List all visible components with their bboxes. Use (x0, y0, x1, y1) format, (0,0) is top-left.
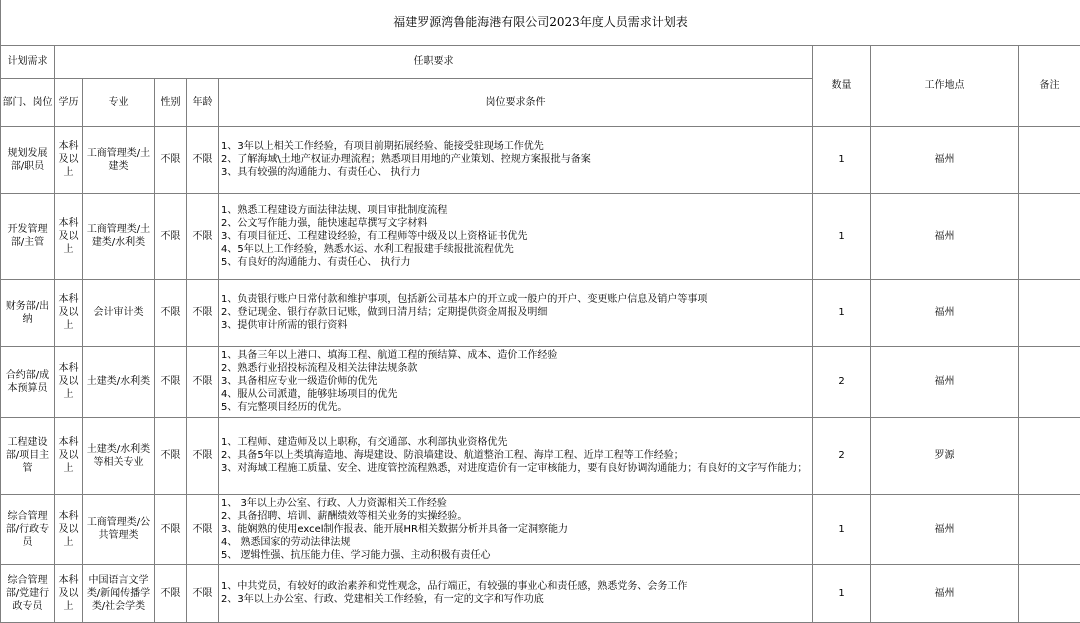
table-row (1, 279, 1080, 346)
cell-conditions (219, 417, 813, 494)
cell-major: 工商管理类/公共管理类 (83, 494, 155, 564)
table-row (1, 346, 1080, 417)
table-row (1, 417, 1080, 494)
cell-education: 本科及以上 (55, 279, 83, 346)
condition-line: 2、熟悉行业招投标流程及相关法律法规条款 (221, 362, 812, 375)
cell-age: 不限 (187, 494, 219, 564)
cell-age: 不限 (187, 279, 219, 346)
condition-line: 1、3年以上相关工作经验，有项目前期拓展经验、能接受驻现场工作优先 (221, 140, 812, 153)
cell-quantity: 2 (813, 417, 871, 494)
cell-education: 本科及以上 (55, 193, 83, 279)
cell-location: 福州 (871, 346, 1019, 417)
page-title: 福建罗源湾鲁能海港有限公司2023年度人员需求计划表 (1, 0, 1080, 45)
header-plan-need: 计划需求 (1, 45, 55, 78)
header-location: 工作地点 (871, 45, 1019, 126)
condition-line: 3、具有较强的沟通能力、有责任心、 执行力 (221, 166, 812, 179)
condition-line: 5、有良好的沟通能力、有责任心、 执行力 (221, 256, 812, 269)
cell-major: 会计审计类 (83, 279, 155, 346)
cell-education: 本科及以上 (55, 346, 83, 417)
cell-dept: 综合管理部/行政专员 (1, 494, 55, 564)
header-remarks: 备注 (1019, 45, 1080, 126)
condition-line: 1、负责银行账户日常付款和维护事项，包括新公司基本户的开立或一般户的开户、变更账户信息及销户等事项 (221, 293, 812, 306)
cell-location: 福州 (871, 564, 1019, 622)
cell-location: 福州 (871, 193, 1019, 279)
cell-location: 福州 (871, 126, 1019, 193)
cell-major: 工商管理类/土建类 (83, 126, 155, 193)
condition-line: 1、 3年以上办公室、行政、人力资源相关工作经验 (221, 497, 812, 510)
condition-line: 1、熟悉工程建设方面法律法规、项目审批制度流程 (221, 204, 812, 217)
cell-age: 不限 (187, 126, 219, 193)
cell-education: 本科及以上 (55, 494, 83, 564)
cell-major: 土建类/水利类 (83, 346, 155, 417)
cell-quantity: 1 (813, 494, 871, 564)
condition-line: 3、具备相应专业一级造价师的优先 (221, 375, 812, 388)
cell-gender: 不限 (155, 494, 187, 564)
table-row (1, 564, 1080, 622)
cell-major: 中国语言文学类/新闻传播学类/社会学类 (83, 564, 155, 622)
cell-quantity: 1 (813, 279, 871, 346)
condition-line: 4、 熟悉国家的劳动法律法规 (221, 536, 812, 549)
cell-location: 福州 (871, 279, 1019, 346)
condition-line: 2、3年以上办公室、行政、党建相关工作经验，有一定的文字和写作功底 (221, 593, 812, 606)
cell-gender: 不限 (155, 126, 187, 193)
cell-dept: 规划发展部/职员 (1, 126, 55, 193)
cell-age: 不限 (187, 346, 219, 417)
condition-line: 2、了解海域\土地产权证办理流程；熟悉项目用地的产业策划、控规方案报批与备案 (221, 153, 812, 166)
condition-line: 1、中共党员，有较好的政治素养和党性观念，品行端正，有较强的事业心和责任感，熟悉党务、会务工作 (221, 580, 812, 593)
header-requirements: 任职要求 (55, 45, 813, 78)
condition-line: 1、工程师、建造师及以上职称，有交通部、水利部执业资格优先 (221, 436, 812, 449)
cell-remarks (1019, 193, 1080, 279)
cell-dept: 合约部/成本预算员 (1, 346, 55, 417)
table-row (1, 193, 1080, 279)
condition-line: 3、对海域工程施工质量、安全、进度管控流程熟悉，对进度造价有一定审核能力，要有良好协调沟通能力；有良好的文字写作能力； (221, 462, 812, 475)
cell-location: 罗源 (871, 417, 1019, 494)
condition-line: 2、具备招聘、培训、薪酬绩效等相关业务的实操经验。 (221, 510, 812, 523)
condition-line: 3、能娴熟的使用excel制作报表、能开展HR相关数据分析并具备一定洞察能力 (221, 523, 812, 536)
cell-remarks (1019, 126, 1080, 193)
cell-education: 本科及以上 (55, 564, 83, 622)
header-gender: 性别 (155, 78, 187, 126)
cell-conditions (219, 279, 813, 346)
cell-conditions (219, 126, 813, 193)
cell-gender: 不限 (155, 346, 187, 417)
condition-line: 2、登记现金、银行存款日记账，做到日清月结；定期提供资金周报及明细 (221, 306, 812, 319)
condition-line: 2、具备5年以上类填海造地、海堤建设、防浪墙建设、航道整治工程、海岸工程、近岸工程等工作经验； (221, 449, 812, 462)
condition-line: 5、 逻辑性强、抗压能力佳、学习能力强、主动积极有责任心 (221, 549, 812, 562)
cell-conditions (219, 193, 813, 279)
cell-conditions (219, 564, 813, 622)
condition-line: 4、5年以上工作经验，熟悉水运、水利工程报建手续报批流程优先 (221, 243, 812, 256)
cell-dept: 综合管理部/党建行政专员 (1, 564, 55, 622)
header-education: 学历 (55, 78, 83, 126)
cell-conditions (219, 346, 813, 417)
condition-line: 2、公文写作能力强，能快速起草撰写文字材料 (221, 217, 812, 230)
condition-line: 3、有项目征迁、工程建设经验，有工程师等中级及以上资格证书优先 (221, 230, 812, 243)
cell-remarks (1019, 346, 1080, 417)
cell-quantity: 2 (813, 346, 871, 417)
cell-location: 福州 (871, 494, 1019, 564)
cell-remarks (1019, 417, 1080, 494)
header-major: 专业 (83, 78, 155, 126)
cell-dept: 财务部/出纳 (1, 279, 55, 346)
header-quantity: 数量 (813, 45, 871, 126)
cell-gender: 不限 (155, 417, 187, 494)
cell-gender: 不限 (155, 193, 187, 279)
condition-line: 4、服从公司派遣，能够驻场项目的优先 (221, 388, 812, 401)
condition-line: 3、提供审计所需的银行资料 (221, 319, 812, 332)
cell-gender: 不限 (155, 279, 187, 346)
cell-dept: 工程建设部/项目主管 (1, 417, 55, 494)
cell-dept: 开发管理部/主管 (1, 193, 55, 279)
header-dept-position: 部门、岗位 (1, 78, 55, 126)
table-row (1, 494, 1080, 564)
cell-education: 本科及以上 (55, 417, 83, 494)
header-age: 年龄 (187, 78, 219, 126)
table-row (1, 126, 1080, 193)
cell-remarks (1019, 279, 1080, 346)
header-conditions: 岗位要求条件 (219, 78, 813, 126)
cell-age: 不限 (187, 417, 219, 494)
cell-remarks (1019, 494, 1080, 564)
cell-quantity: 1 (813, 126, 871, 193)
cell-quantity: 1 (813, 564, 871, 622)
cell-age: 不限 (187, 564, 219, 622)
cell-conditions (219, 494, 813, 564)
condition-line: 5、有完整项目经历的优先。 (221, 401, 812, 414)
cell-major: 工商管理类/土建类/水利类 (83, 193, 155, 279)
cell-gender: 不限 (155, 564, 187, 622)
cell-remarks (1019, 564, 1080, 622)
cell-education: 本科及以上 (55, 126, 83, 193)
condition-line: 1、具备三年以上港口、填海工程、航道工程的预结算、成本、造价工作经验 (221, 349, 812, 362)
cell-major: 土建类/水利类等相关专业 (83, 417, 155, 494)
cell-quantity: 1 (813, 193, 871, 279)
cell-age: 不限 (187, 193, 219, 279)
